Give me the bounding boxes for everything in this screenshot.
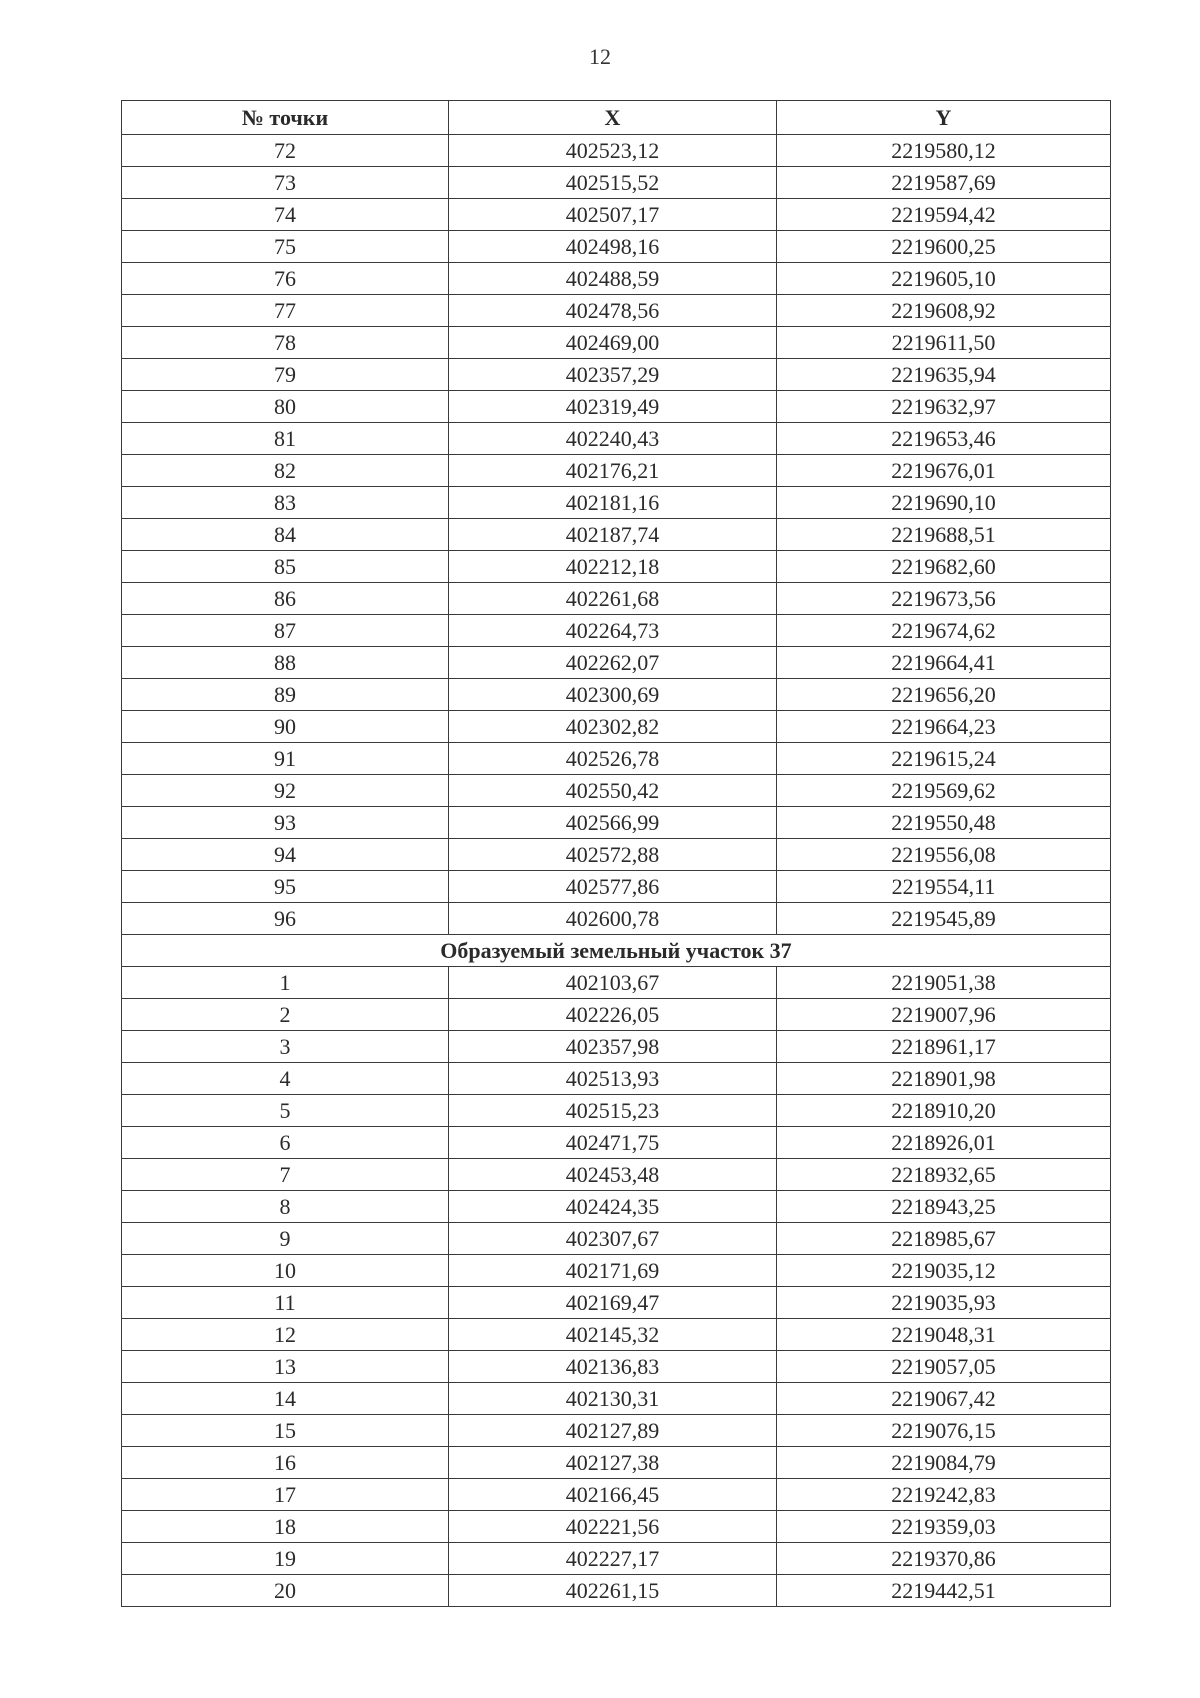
- cell-x: 402300,69: [449, 679, 777, 711]
- cell-y: 2219676,01: [777, 455, 1111, 487]
- cell-x: 402307,67: [449, 1223, 777, 1255]
- cell-y: 2219580,12: [777, 135, 1111, 167]
- table-row: [122, 871, 1111, 903]
- cell-x: 402227,17: [449, 1543, 777, 1575]
- cell-x: 402187,74: [449, 519, 777, 551]
- page-number: 12: [589, 44, 611, 69]
- cell-y: 2219635,94: [777, 359, 1111, 391]
- table-row: [122, 967, 1111, 999]
- cell-point-number: 84: [122, 519, 449, 551]
- cell-y: 2219653,46: [777, 423, 1111, 455]
- header-x: X: [449, 101, 777, 135]
- table-row: [122, 199, 1111, 231]
- cell-y: 2219035,93: [777, 1287, 1111, 1319]
- cell-y: 2219556,08: [777, 839, 1111, 871]
- table-row: [122, 295, 1111, 327]
- cell-x: 402507,17: [449, 199, 777, 231]
- cell-x: 402127,38: [449, 1447, 777, 1479]
- cell-x: 402515,23: [449, 1095, 777, 1127]
- cell-y: 2218901,98: [777, 1063, 1111, 1095]
- table-row: [122, 135, 1111, 167]
- cell-y: 2219035,12: [777, 1255, 1111, 1287]
- cell-x: 402145,32: [449, 1319, 777, 1351]
- cell-point-number: 88: [122, 647, 449, 679]
- cell-point-number: 90: [122, 711, 449, 743]
- cell-point-number: 73: [122, 167, 449, 199]
- table-row: [122, 1127, 1111, 1159]
- table-row: [122, 359, 1111, 391]
- table-row: [122, 647, 1111, 679]
- table-row: [122, 1511, 1111, 1543]
- cell-y: 2219605,10: [777, 263, 1111, 295]
- cell-y: 2219664,41: [777, 647, 1111, 679]
- cell-x: 402469,00: [449, 327, 777, 359]
- cell-point-number: 79: [122, 359, 449, 391]
- cell-point-number: 85: [122, 551, 449, 583]
- table-row: [122, 1095, 1111, 1127]
- table-row: [122, 1255, 1111, 1287]
- cell-x: 402264,73: [449, 615, 777, 647]
- cell-y: 2219673,56: [777, 583, 1111, 615]
- cell-y: 2219688,51: [777, 519, 1111, 551]
- table-row: [122, 839, 1111, 871]
- cell-y: 2219550,48: [777, 807, 1111, 839]
- cell-point-number: 96: [122, 903, 449, 935]
- cell-x: 402566,99: [449, 807, 777, 839]
- section-title: Образуемый земельный участок 37: [122, 935, 1111, 967]
- cell-point-number: 4: [122, 1063, 449, 1095]
- cell-y: 2218926,01: [777, 1127, 1111, 1159]
- cell-x: 402357,29: [449, 359, 777, 391]
- cell-y: 2219370,86: [777, 1543, 1111, 1575]
- cell-y: 2218961,17: [777, 1031, 1111, 1063]
- cell-y: 2219554,11: [777, 871, 1111, 903]
- cell-x: 402302,82: [449, 711, 777, 743]
- cell-point-number: 3: [122, 1031, 449, 1063]
- cell-x: 402453,48: [449, 1159, 777, 1191]
- cell-x: 402103,67: [449, 967, 777, 999]
- cell-y: 2219674,62: [777, 615, 1111, 647]
- cell-point-number: 78: [122, 327, 449, 359]
- cell-y: 2219682,60: [777, 551, 1111, 583]
- cell-point-number: 12: [122, 1319, 449, 1351]
- cell-y: 2219690,10: [777, 487, 1111, 519]
- cell-point-number: 19: [122, 1543, 449, 1575]
- cell-point-number: 7: [122, 1159, 449, 1191]
- table-row: [122, 1543, 1111, 1575]
- cell-point-number: 20: [122, 1575, 449, 1607]
- table-row: [122, 1063, 1111, 1095]
- cell-point-number: 72: [122, 135, 449, 167]
- cell-y: 2219664,23: [777, 711, 1111, 743]
- table-row: [122, 999, 1111, 1031]
- table-row: [122, 1479, 1111, 1511]
- table-row: [122, 1159, 1111, 1191]
- cell-point-number: 94: [122, 839, 449, 871]
- table-row: [122, 1383, 1111, 1415]
- table-row: [122, 743, 1111, 775]
- cell-x: 402577,86: [449, 871, 777, 903]
- cell-point-number: 16: [122, 1447, 449, 1479]
- cell-point-number: 5: [122, 1095, 449, 1127]
- cell-point-number: 18: [122, 1511, 449, 1543]
- cell-x: 402498,16: [449, 231, 777, 263]
- cell-point-number: 75: [122, 231, 449, 263]
- cell-point-number: 14: [122, 1383, 449, 1415]
- cell-x: 402166,45: [449, 1479, 777, 1511]
- cell-y: 2219545,89: [777, 903, 1111, 935]
- cell-point-number: 15: [122, 1415, 449, 1447]
- table-row: [122, 1575, 1111, 1607]
- table-row: [122, 1447, 1111, 1479]
- table-row: [122, 263, 1111, 295]
- cell-y: 2219442,51: [777, 1575, 1111, 1607]
- table-row: [122, 1319, 1111, 1351]
- cell-x: 402221,56: [449, 1511, 777, 1543]
- table-row: [122, 519, 1111, 551]
- table-body: [122, 135, 1111, 1607]
- cell-y: 2218932,65: [777, 1159, 1111, 1191]
- table-row: [122, 487, 1111, 519]
- cell-y: 2219057,05: [777, 1351, 1111, 1383]
- cell-point-number: 81: [122, 423, 449, 455]
- cell-x: 402127,89: [449, 1415, 777, 1447]
- cell-x: 402319,49: [449, 391, 777, 423]
- cell-x: 402181,16: [449, 487, 777, 519]
- coordinates-table: [121, 100, 1111, 1607]
- cell-point-number: 11: [122, 1287, 449, 1319]
- cell-point-number: 9: [122, 1223, 449, 1255]
- table-row: [122, 775, 1111, 807]
- cell-point-number: 1: [122, 967, 449, 999]
- cell-y: 2219359,03: [777, 1511, 1111, 1543]
- cell-y: 2219242,83: [777, 1479, 1111, 1511]
- table-row: [122, 423, 1111, 455]
- cell-y: 2219076,15: [777, 1415, 1111, 1447]
- cell-y: 2219051,38: [777, 967, 1111, 999]
- cell-x: 402600,78: [449, 903, 777, 935]
- cell-x: 402572,88: [449, 839, 777, 871]
- table-row: [122, 1415, 1111, 1447]
- table-header-row: [122, 101, 1111, 135]
- cell-x: 402261,15: [449, 1575, 777, 1607]
- cell-y: 2219569,62: [777, 775, 1111, 807]
- table-row: [122, 551, 1111, 583]
- cell-y: 2219608,92: [777, 295, 1111, 327]
- table-row: [122, 1223, 1111, 1255]
- table-row: [122, 1031, 1111, 1063]
- cell-x: 402471,75: [449, 1127, 777, 1159]
- cell-y: 2219048,31: [777, 1319, 1111, 1351]
- cell-x: 402130,31: [449, 1383, 777, 1415]
- cell-y: 2219615,24: [777, 743, 1111, 775]
- cell-y: 2218910,20: [777, 1095, 1111, 1127]
- table-row: [122, 391, 1111, 423]
- table-row: [122, 1351, 1111, 1383]
- table-row: [122, 807, 1111, 839]
- cell-point-number: 89: [122, 679, 449, 711]
- cell-point-number: 74: [122, 199, 449, 231]
- table-row: [122, 167, 1111, 199]
- cell-x: 402550,42: [449, 775, 777, 807]
- cell-point-number: 86: [122, 583, 449, 615]
- table-row: [122, 231, 1111, 263]
- cell-point-number: 77: [122, 295, 449, 327]
- cell-x: 402515,52: [449, 167, 777, 199]
- cell-x: 402240,43: [449, 423, 777, 455]
- cell-y: 2219007,96: [777, 999, 1111, 1031]
- cell-x: 402171,69: [449, 1255, 777, 1287]
- cell-point-number: 92: [122, 775, 449, 807]
- cell-point-number: 93: [122, 807, 449, 839]
- cell-point-number: 17: [122, 1479, 449, 1511]
- cell-x: 402488,59: [449, 263, 777, 295]
- cell-point-number: 8: [122, 1191, 449, 1223]
- cell-point-number: 82: [122, 455, 449, 487]
- cell-point-number: 76: [122, 263, 449, 295]
- cell-point-number: 91: [122, 743, 449, 775]
- table-row: [122, 1191, 1111, 1223]
- cell-point-number: 80: [122, 391, 449, 423]
- cell-y: 2219067,42: [777, 1383, 1111, 1415]
- cell-y: 2219587,69: [777, 167, 1111, 199]
- cell-x: 402176,21: [449, 455, 777, 487]
- table-row: [122, 327, 1111, 359]
- cell-x: 402169,47: [449, 1287, 777, 1319]
- cell-y: 2219656,20: [777, 679, 1111, 711]
- cell-x: 402212,18: [449, 551, 777, 583]
- table-row: [122, 679, 1111, 711]
- cell-point-number: 13: [122, 1351, 449, 1383]
- cell-y: 2219611,50: [777, 327, 1111, 359]
- cell-x: 402478,56: [449, 295, 777, 327]
- cell-point-number: 10: [122, 1255, 449, 1287]
- cell-y: 2219600,25: [777, 231, 1111, 263]
- cell-x: 402261,68: [449, 583, 777, 615]
- cell-y: 2218985,67: [777, 1223, 1111, 1255]
- table-row: [122, 711, 1111, 743]
- cell-point-number: 6: [122, 1127, 449, 1159]
- cell-y: 2219084,79: [777, 1447, 1111, 1479]
- cell-y: 2219594,42: [777, 199, 1111, 231]
- header-point-number: № точки: [122, 101, 449, 135]
- table-row: [122, 615, 1111, 647]
- cell-x: 402523,12: [449, 135, 777, 167]
- cell-y: 2218943,25: [777, 1191, 1111, 1223]
- cell-x: 402513,93: [449, 1063, 777, 1095]
- cell-x: 402526,78: [449, 743, 777, 775]
- cell-x: 402136,83: [449, 1351, 777, 1383]
- cell-point-number: 87: [122, 615, 449, 647]
- table-row: [122, 455, 1111, 487]
- table-row: [122, 1287, 1111, 1319]
- cell-point-number: 2: [122, 999, 449, 1031]
- section-row: [122, 935, 1111, 967]
- table-row: [122, 903, 1111, 935]
- cell-point-number: 83: [122, 487, 449, 519]
- table-row: [122, 583, 1111, 615]
- cell-x: 402262,07: [449, 647, 777, 679]
- header-y: Y: [777, 101, 1111, 135]
- cell-point-number: 95: [122, 871, 449, 903]
- cell-x: 402226,05: [449, 999, 777, 1031]
- cell-x: 402424,35: [449, 1191, 777, 1223]
- cell-y: 2219632,97: [777, 391, 1111, 423]
- cell-x: 402357,98: [449, 1031, 777, 1063]
